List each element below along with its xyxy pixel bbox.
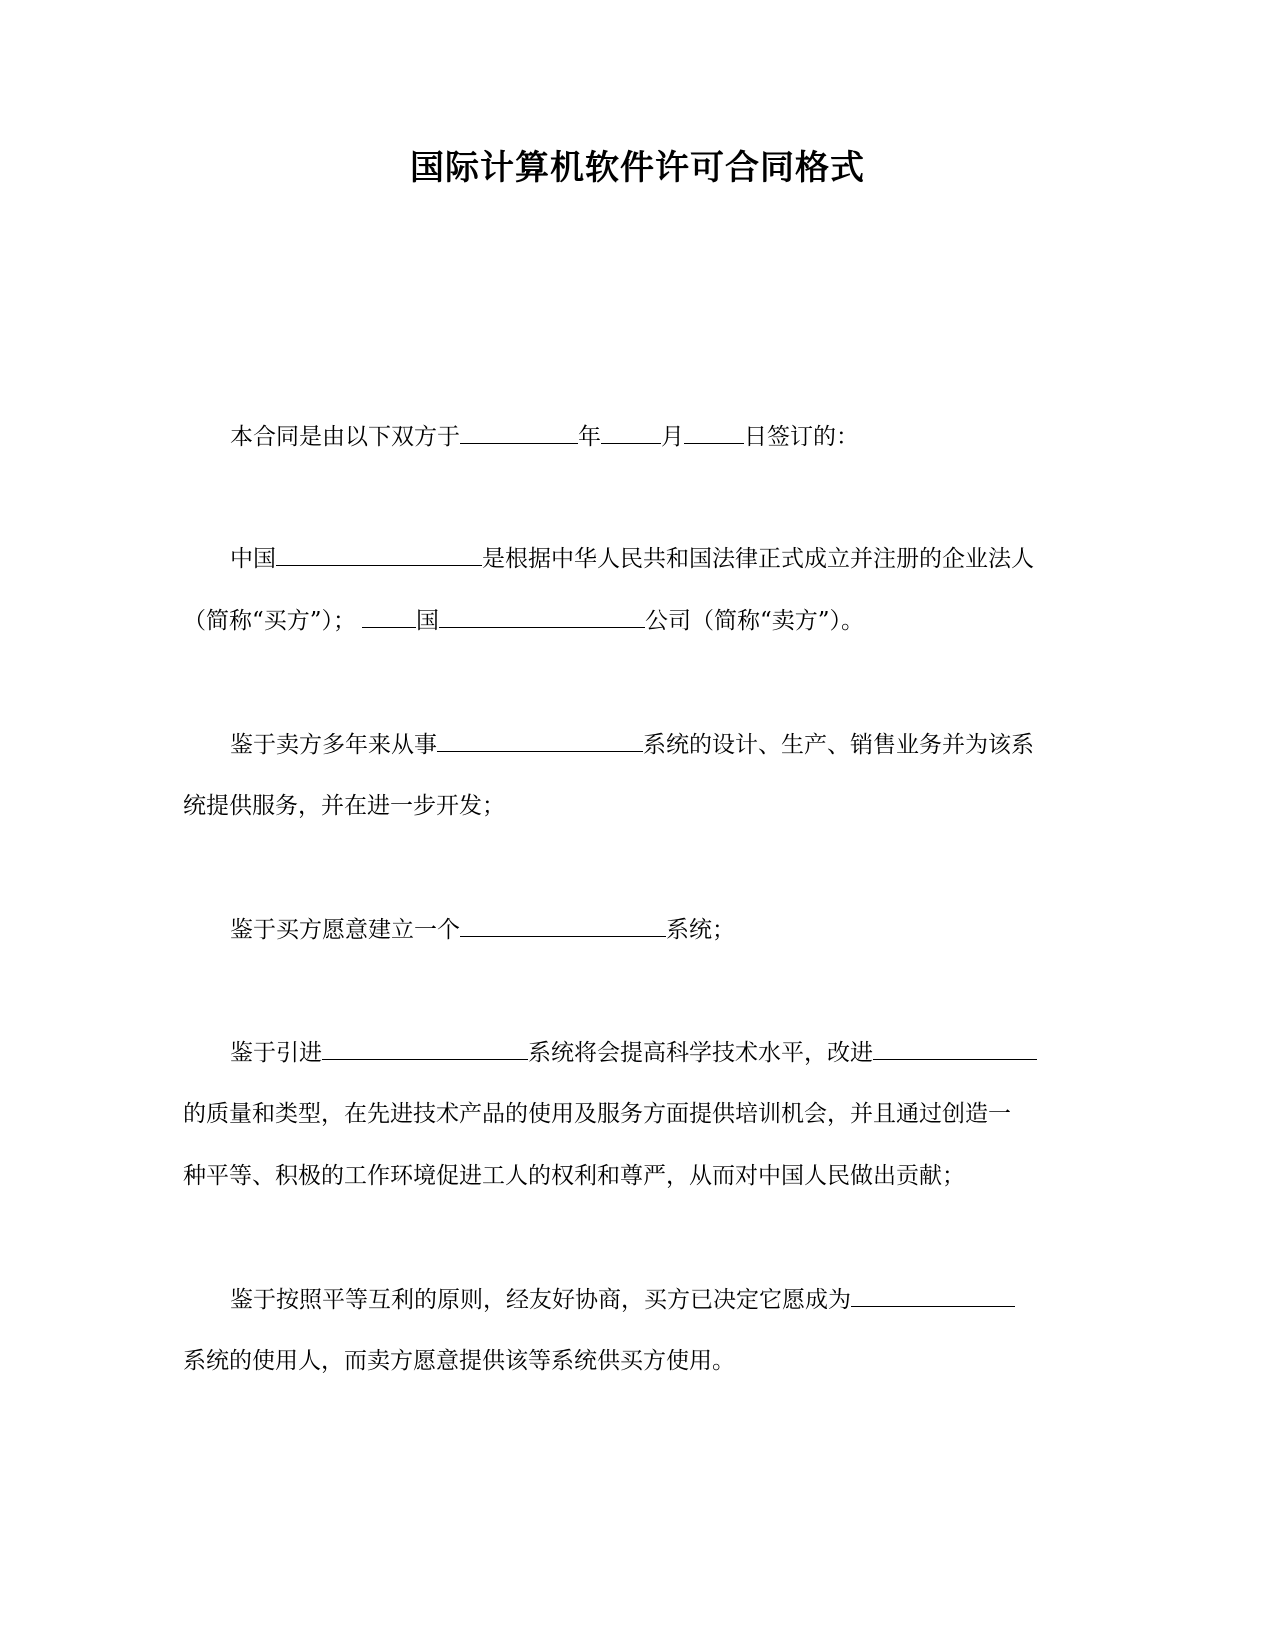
introduction-continuation-2: 种平等、积极的工作环境促进工人的权利和尊严，从而对中国人民做出贡献； <box>183 1163 965 1189</box>
improvement-blank <box>873 1035 1037 1060</box>
seller-business-text: 系统的设计、生产、销售业务并为该系 <box>643 732 1034 758</box>
mutual-benefit-continuation: 系统的使用人，而卖方愿意提供该等系统供买方使用。 <box>183 1348 735 1374</box>
seller-business-intro: 鉴于卖方多年来从事 <box>230 732 437 758</box>
document-title: 国际计算机软件许可合同格式 <box>410 148 865 188</box>
seller-business-line <box>230 727 1034 762</box>
month-label: 月 <box>661 424 684 450</box>
system-blank-2 <box>460 912 666 937</box>
system-blank-4 <box>851 1282 1015 1307</box>
year-blank <box>460 419 578 444</box>
seller-name-blank <box>439 603 645 628</box>
mutual-benefit-intro: 鉴于按照平等互利的原则，经友好协商，买方已决定它愿成为 <box>230 1287 851 1313</box>
year-label: 年 <box>578 424 601 450</box>
seller-business-continuation: 统提供服务，并在进一步开发； <box>183 793 505 819</box>
mutual-benefit-line-2 <box>183 1344 735 1378</box>
introduction-benefit-line-3 <box>183 1159 965 1193</box>
date-intro-text: 本合同是由以下双方于 <box>230 424 460 450</box>
country-label: 国 <box>416 608 440 634</box>
buyer-intent-intro: 鉴于买方愿意建立一个 <box>230 917 460 943</box>
introduction-continuation-1: 的质量和类型，在先进技术产品的使用及服务方面提供培训机会，并且通过创造一 <box>183 1101 1011 1127</box>
buyer-description: 是根据中华人民共和国法律正式成立并注册的企业法人 <box>482 546 1034 572</box>
day-blank <box>684 419 744 444</box>
mutual-benefit-line <box>230 1282 1015 1317</box>
contract-date-line <box>230 419 859 454</box>
introduction-benefit-line <box>230 1035 1037 1070</box>
buyer-line <box>230 541 1034 576</box>
day-label: 日签订的： <box>744 424 859 450</box>
seller-line <box>183 603 864 638</box>
system-blank-3 <box>322 1035 528 1060</box>
system-blank-1 <box>437 727 643 752</box>
introduction-text: 系统将会提高科学技术水平，改进 <box>528 1040 873 1066</box>
introduction-benefit-line-2 <box>183 1097 1011 1131</box>
buyer-name-blank <box>276 541 482 566</box>
seller-abbreviation: 公司（简称“卖方”）。 <box>645 608 865 634</box>
seller-country-blank <box>362 603 416 628</box>
buyer-abbreviation: （简称“买方”）； <box>183 608 357 634</box>
buyer-intent-line <box>230 912 735 947</box>
introduction-intro: 鉴于引进 <box>230 1040 322 1066</box>
month-blank <box>601 419 661 444</box>
china-label: 中国 <box>230 546 276 572</box>
seller-business-line-2 <box>183 789 505 823</box>
buyer-intent-suffix: 系统； <box>666 917 735 943</box>
